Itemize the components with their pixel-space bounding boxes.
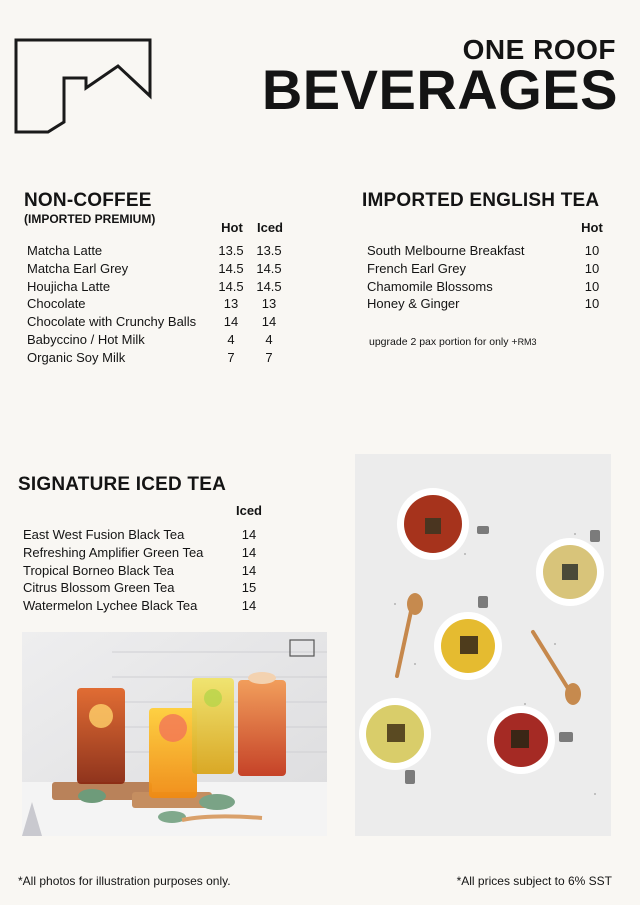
- item-name: Citrus Blossom Green Tea: [23, 580, 175, 596]
- signature-iced-tea-title: SIGNATURE ICED TEA: [18, 474, 227, 495]
- upgrade-note: [369, 336, 537, 348]
- item-name: Refreshing Amplifier Green Tea: [23, 544, 204, 560]
- item-iced-price: 14: [241, 527, 257, 542]
- item-name: Organic Soy Milk: [27, 349, 126, 365]
- menu-item: [367, 260, 617, 278]
- item-iced-price: 15: [241, 580, 257, 596]
- item-name: South Melbourne Breakfast: [367, 243, 525, 258]
- item-hot-price: 13.5: [218, 243, 244, 258]
- upgrade-price: RM3: [517, 337, 537, 347]
- item-name: Matcha Latte: [27, 243, 103, 258]
- menu-item: [27, 278, 317, 296]
- non-coffee-subtitle: (IMPORTED PREMIUM): [24, 212, 156, 226]
- item-hot-price: 14.5: [218, 278, 244, 294]
- menu-item: [23, 526, 303, 544]
- menu-item: [23, 579, 303, 597]
- menu-item: [27, 313, 317, 331]
- non-coffee-menu-list: [27, 242, 317, 367]
- item-name: Tropical Borneo Black Tea: [23, 562, 175, 578]
- brand-title: BEVERAGES: [261, 58, 618, 121]
- menu-item: [23, 562, 303, 580]
- photo-disclaimer: *All photos for illustration purposes only.: [18, 874, 231, 888]
- item-name: Houjicha Latte: [27, 278, 111, 294]
- non-coffee-title: NON-COFFEE: [24, 190, 152, 211]
- menu-item: [23, 597, 303, 615]
- item-iced-price: 14: [241, 562, 257, 578]
- item-name: Chamomile Blossoms: [367, 278, 493, 294]
- item-name: East West Fusion Black Tea: [23, 527, 185, 542]
- menu-item: [27, 260, 317, 278]
- item-iced-price: 14: [241, 544, 257, 560]
- item-name: Matcha Earl Grey: [27, 260, 129, 276]
- menu-item: [367, 278, 617, 296]
- item-name: Chocolate: [27, 296, 86, 312]
- item-hot-price: 10: [584, 260, 600, 276]
- iced-tea-photo: [22, 632, 327, 836]
- price-disclaimer: *All prices subject to 6% SST: [456, 874, 612, 888]
- item-name: Watermelon Lychee Black Tea: [23, 598, 198, 614]
- item-name: Honey & Ginger: [367, 296, 460, 312]
- menu-item: [27, 331, 317, 349]
- house-logo-icon: [14, 38, 154, 134]
- menu-item: [27, 295, 317, 313]
- menu-item: [23, 544, 303, 562]
- item-name: French Earl Grey: [367, 260, 466, 276]
- menu-item: [367, 295, 617, 313]
- english-tea-hot-header: Hot: [581, 220, 603, 235]
- item-iced-price: 14: [241, 598, 257, 614]
- item-hot-price: 10: [584, 278, 600, 294]
- hot-tea-photo: [355, 454, 611, 836]
- english-tea-menu-list: [367, 242, 617, 313]
- signature-iced-header: Iced: [235, 503, 262, 518]
- item-hot-price: 7: [227, 349, 235, 365]
- menu-item: [27, 349, 317, 367]
- upgrade-note-text: upgrade 2 pax portion for only +: [369, 336, 518, 348]
- item-iced-price: 14.5: [256, 278, 282, 294]
- item-hot-price: 14.5: [218, 260, 244, 276]
- non-coffee-hot-header: Hot: [221, 220, 243, 235]
- item-iced-price: 14: [261, 314, 277, 330]
- item-iced-price: 7: [265, 349, 273, 365]
- signature-iced-menu-list: [23, 526, 303, 615]
- item-iced-price: 14.5: [256, 260, 282, 276]
- item-hot-price: 14: [223, 314, 239, 330]
- non-coffee-iced-header: Iced: [256, 220, 283, 235]
- item-iced-price: 13: [261, 296, 277, 312]
- item-hot-price: 10: [584, 243, 600, 258]
- item-hot-price: 13: [223, 296, 239, 312]
- item-iced-price: 4: [265, 331, 273, 347]
- english-tea-title: IMPORTED ENGLISH TEA: [362, 190, 600, 211]
- menu-item: [27, 242, 317, 260]
- brand-line-1: ONE ROOF: [462, 34, 616, 65]
- item-name: Chocolate with Crunchy Balls: [27, 314, 197, 330]
- item-iced-price: 13.5: [256, 243, 282, 258]
- item-hot-price: 4: [227, 331, 235, 347]
- item-name: Babyccino / Hot Milk: [27, 331, 145, 347]
- menu-item: [367, 242, 617, 260]
- item-hot-price: 10: [584, 296, 600, 312]
